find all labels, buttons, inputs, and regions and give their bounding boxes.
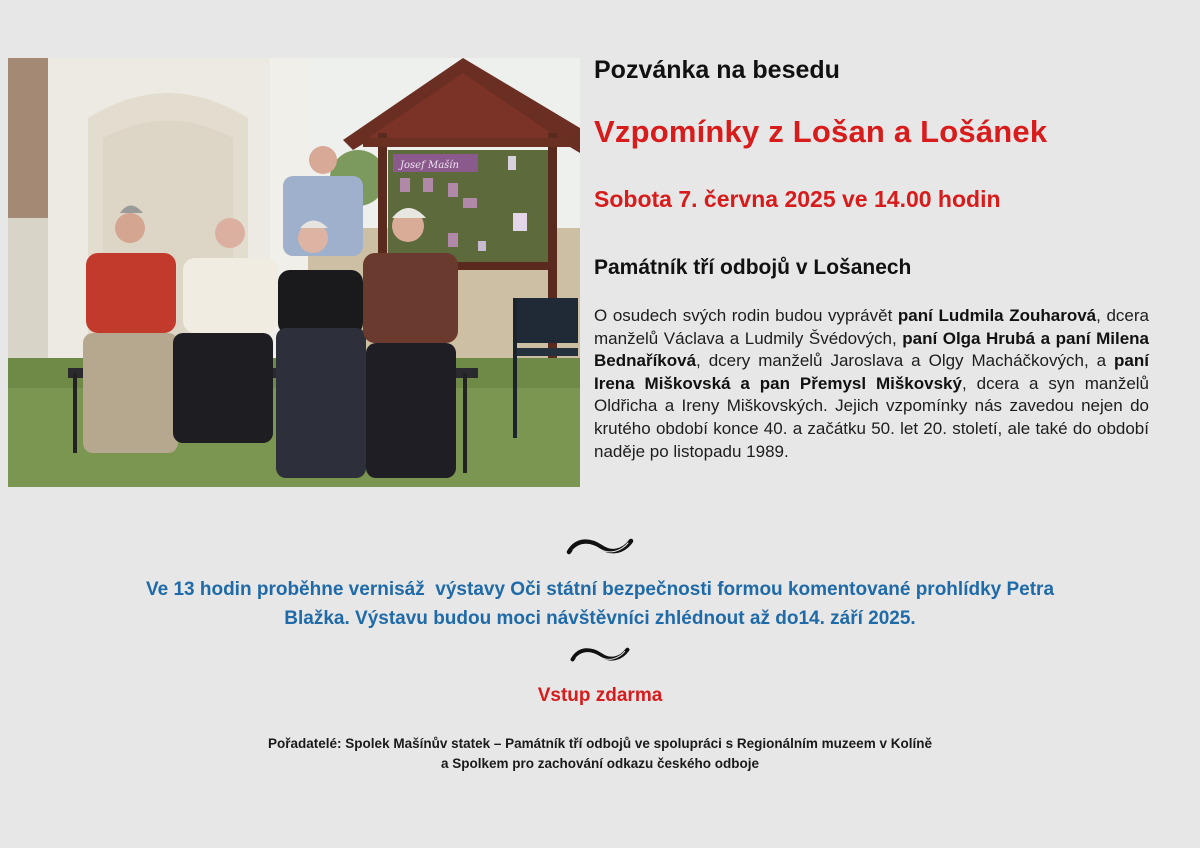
invitation-kicker: Pozvánka na besedu [594, 56, 840, 84]
organizers [100, 734, 1100, 774]
speaker-name: paní Olga Hrubá a paní Milena Bednaříková [594, 328, 1149, 371]
exhibition-line-1: Ve 13 hodin proběhne vernisáž výstavy Oči státní bezpečnosti formou komentované prohlídky Petra [145, 579, 1055, 600]
swash-tilde-icon [569, 644, 631, 666]
divider [0, 536, 1200, 563]
exhibition-line-2: Blažka. Výstavu budou moci návštěvníci zhlédnout až do14. září 2025. [284, 608, 916, 629]
organizers-line-1: Pořadatelé: Spolek Mašínův statek – Památník tří odbojů ve spolupráci s Regionálním muzeem v Kolíně [268, 736, 932, 751]
group-photo [8, 58, 580, 487]
speaker-name: paní Irena Miškovská a pan Přemysl Miškovský [594, 351, 1149, 393]
photo-illustration [8, 58, 580, 487]
divider [0, 644, 1200, 671]
description-text: , dcera a syn manželů Oldřicha a Ireny Miškovských. Jejich vzpomínky nás zavedou nejen do krutého období konce 40. a začátku 50. let 20. století, ale také do období naděje po listopadu 1989. [594, 373, 1150, 461]
organizers-line-2: a Spolkem pro zachování odkazu českého odboje [440, 756, 760, 771]
svg-text:Josef Mašín: Josef Mašín [400, 160, 459, 171]
event-venue: Památník tří odbojů v Lošanech [594, 256, 912, 279]
free-entry-notice: Vstup zdarma [537, 685, 663, 706]
event-title: Vzpomínky z Lošan a Lošánek [594, 114, 1048, 149]
description-text: , dcera manželů Václava a Ludmily Švédových, [594, 306, 1149, 348]
exhibition-notice [60, 575, 1140, 633]
description-text: O osudech svých rodin budou vyprávět [594, 306, 898, 325]
speaker-name: paní Ludmila Zouharová [897, 306, 1097, 325]
event-datetime: Sobota 7. června 2025 ve 14.00 hodin [594, 186, 1001, 212]
description-text: , dcery manželů Jaroslava a Olgy Macháčkových, a [696, 351, 1115, 371]
event-description [594, 305, 1149, 463]
swash-tilde-icon [565, 536, 635, 558]
